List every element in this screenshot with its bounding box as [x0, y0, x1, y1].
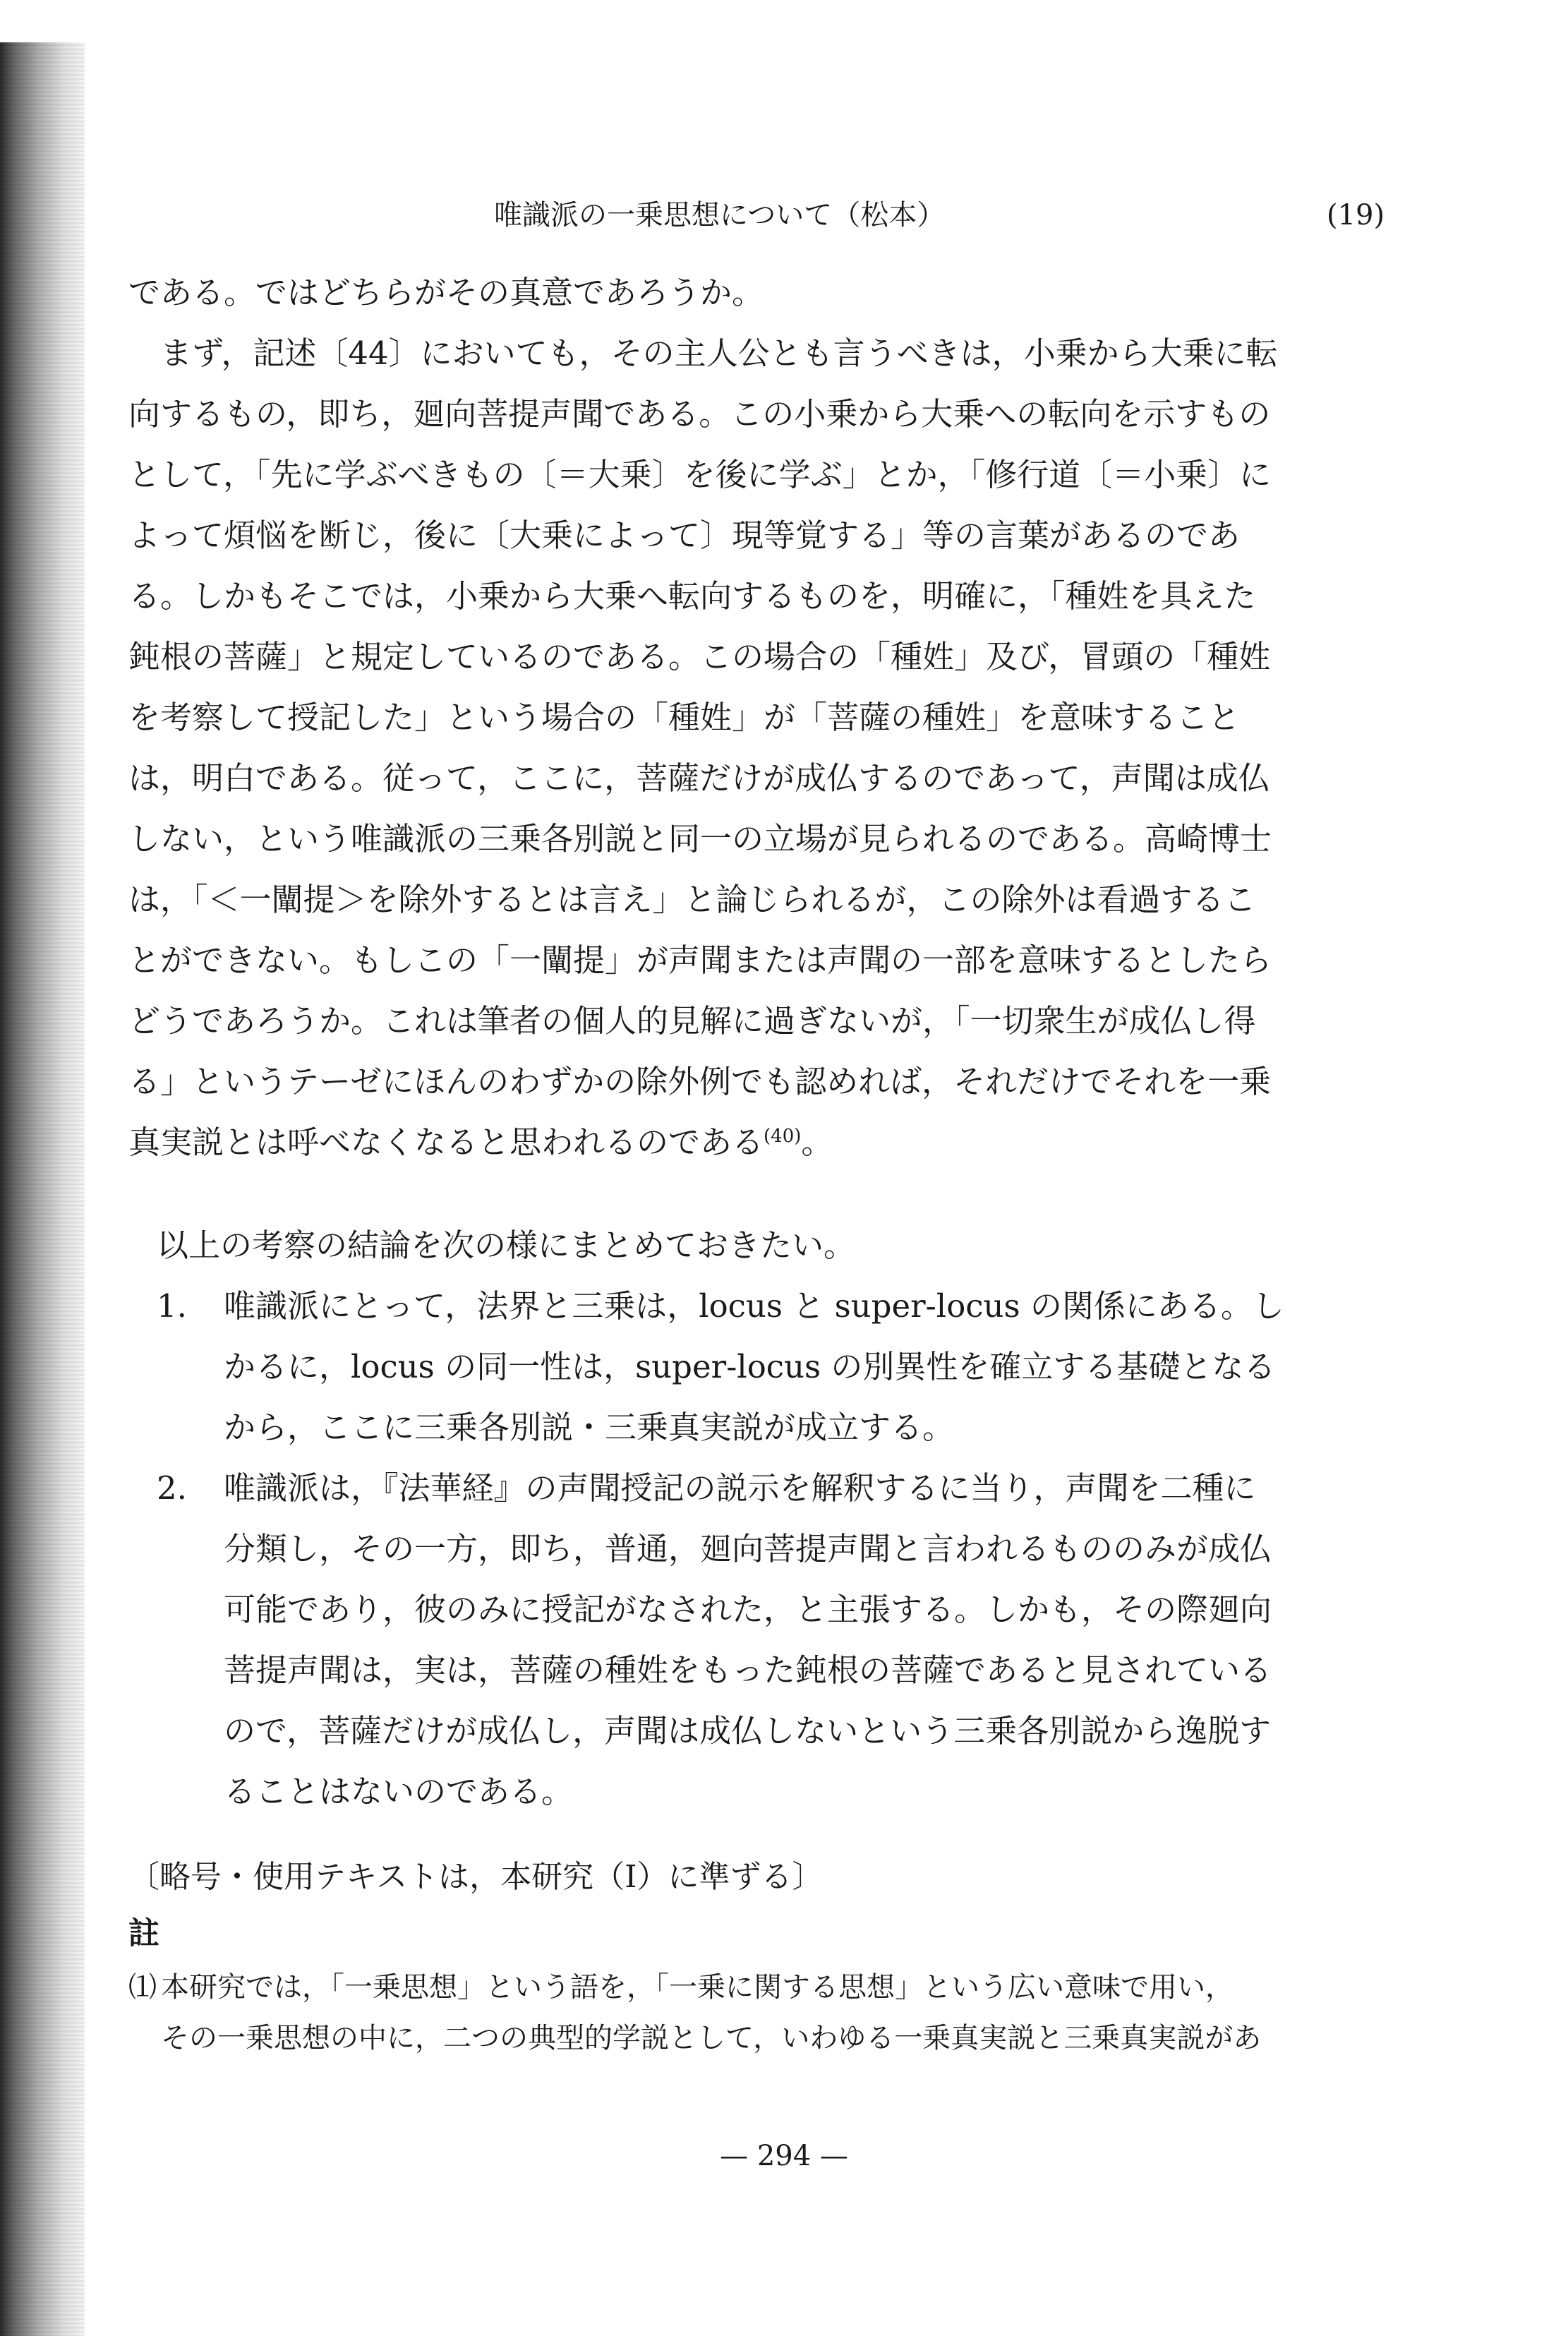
summary-intro: 以上の考察の結論を次の様にまとめておきたい。	[157, 1227, 856, 1264]
summary-item-text: 唯識派は，『法華経』の声聞授記の説示を解釈するに当り，声聞を二種に 分類し，その一方，即ち，普通，廻向菩提声聞と言われるもののみが成仏 可能であり，彼のみに授記がなされた，と主張する。しかも，その際廻向 菩提声聞は，実は，菩薩の種姓をもった鈍根の菩薩であると見されている ので，菩薩だけが成仏し，声聞は成仏しないという三乗各別説から逸脱す ることはないのである。	[224, 1469, 1272, 1810]
paragraph-end-punct: 。	[801, 1124, 833, 1161]
paragraph-argument-text: まず，記述〔44〕においても，その主人公とも言うべきは，小乗から大乗に転 向するもの，即ち，廻向菩提声聞である。この小乗から大乗への転向を示すもの として，「先に学ぶべきもの〔＝大乗〕を後に学ぶ」とか，「修行道〔＝小乗〕に よって煩悩を断じ，後に〔大乗によって〕現等覚する」等の言葉があるのであ る。しかもそこでは，小乗から大乗へ転向するものを，明確に，「種姓を具えた 鈍根の菩薩」と規定しているのである。この場合の「種姓」及び，冒頭の「種姓 を考察して授記した」という場合の「種姓」が「菩薩の種姓」を意味すること は，明白である。従って，ここに，菩薩だけが成仏するのであって，声聞は成仏 しない，という唯識派の三乗各別説と同一の立場が見られるのである。高崎博士 は，「＜一闡提＞を除外するとは言え」と論じられるが，この除外は看過するこ とができない。もしこの「一闡提」が声聞または声聞の一部を意味するとしたら どうであろうか。これは筆者の個人的見解に過ぎないが，「一切衆生が成仏し得 る」というテーゼにほんのわずかの除外例でも認めれば，それだけでそれを一乗 真実説とは呼べなくなると思われるのである	[128, 335, 1278, 1161]
summary-item-text: 唯識派にとって，法界と三乗は，locus と super-locus の関係にある。し かるに，locus の同一性は，super-locus の別異性を確立する基礎となる から，ここに三乗各別説・三乗真実説が成立する。	[224, 1287, 1284, 1446]
summary-item-number: 2.	[157, 1469, 187, 1507]
header-page-number: (19)	[1327, 199, 1385, 231]
footnote-text: 本研究では，「一乗思想」という語を，「一乗に関する思想」という広い意味で用い， その一乗思想の中に，二つの典型的学説として，いわゆる一乗真実説と三乗真実説があ	[161, 1971, 1262, 2054]
running-title: 唯識派の一乗思想について（松本）	[494, 199, 946, 231]
scan-shadow-edge	[0, 42, 85, 2336]
footnote-mark: ⑴	[128, 1971, 157, 2004]
note-reference: (40)	[764, 1126, 802, 1147]
main-text	[128, 263, 1399, 1822]
summary-item	[128, 1276, 1399, 1458]
summary-item-number: 1.	[157, 1287, 187, 1325]
notes-section	[128, 1849, 1399, 2064]
paragraph-opening: である。ではどちらがその真意であろうか。	[128, 274, 764, 311]
footnote	[128, 1962, 1399, 2064]
paragraph-argument	[128, 323, 1399, 1173]
abbreviation-note: 〔略号・使用テキストは，本研究（Ⅰ）に準ずる〕	[128, 1859, 824, 1895]
notes-heading: 註	[128, 1915, 159, 1951]
footer-page-number: — 294 —	[720, 2140, 848, 2172]
summary-item	[128, 1458, 1399, 1822]
running-header	[0, 194, 1568, 236]
